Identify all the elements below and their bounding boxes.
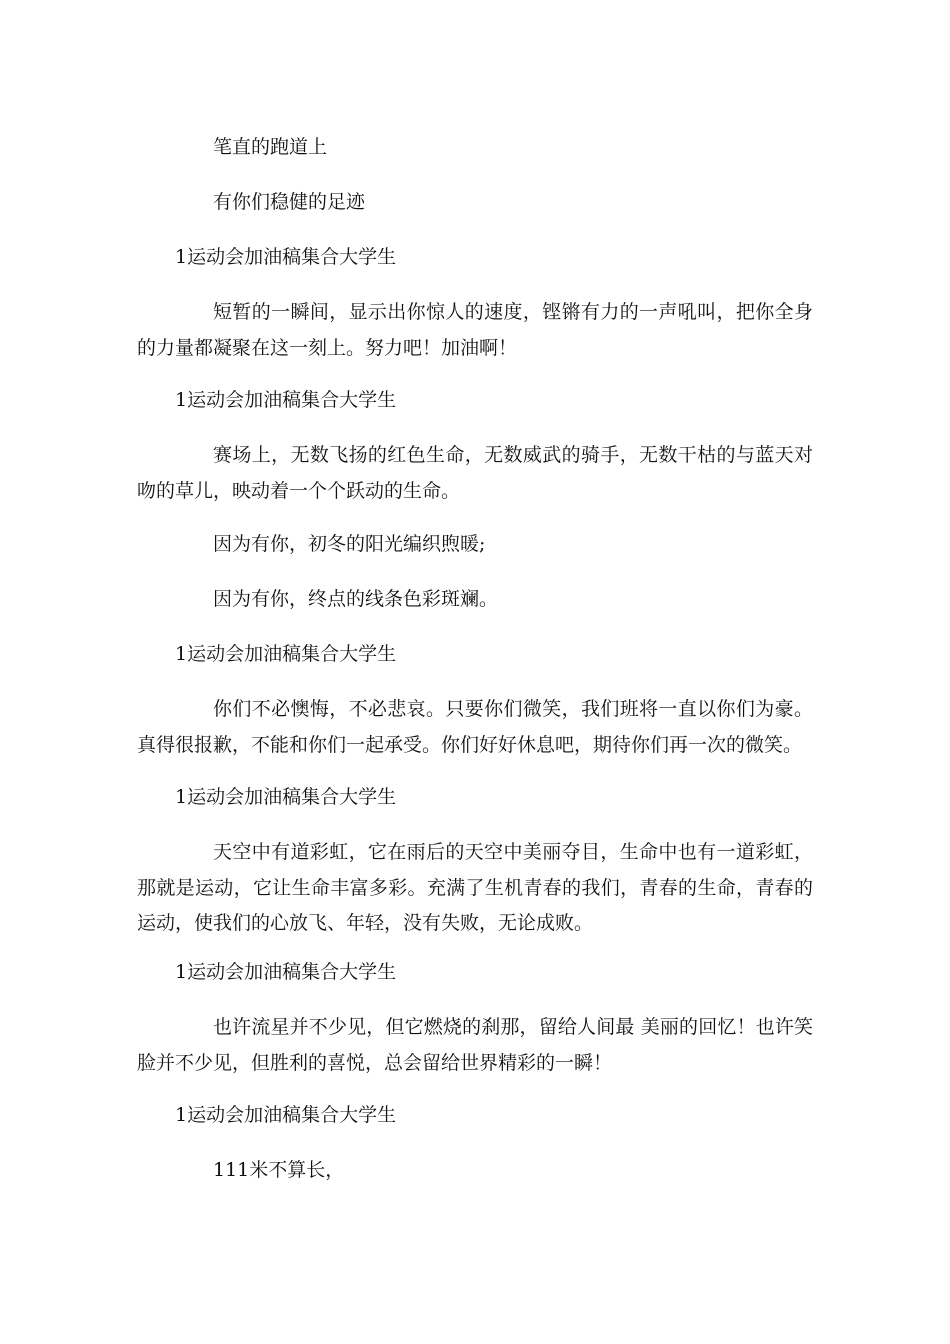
section-heading: 1运动会加油稿集合大学生 xyxy=(175,961,397,983)
text-line: 因为有你，初冬的阳光编织煦暖; xyxy=(213,533,486,555)
text-line: 因为有你，终点的线条色彩斑斓。 xyxy=(213,588,499,610)
section-heading: 1运动会加油稿集合大学生 xyxy=(175,643,397,665)
paragraph: 短暂的一瞬间，显示出你惊人的速度，铿锵有力的一声吼叫，把你全身的力量都凝聚在这一刻上。努力吧！加油啊！ xyxy=(137,301,813,359)
text-line: 笔直的跑道上 xyxy=(213,136,328,158)
section-heading: 1运动会加油稿集合大学生 xyxy=(175,389,397,411)
paragraph: 天空中有道彩虹，它在雨后的天空中美丽夺目，生命中也有一道彩虹，那就是运动，它让生命丰富多彩。充满了生机青春的我们，青春的生命，青春的运动，使我们的心放飞、年轻，没有失败，无论成败。 xyxy=(137,841,813,934)
paragraph: 赛场上，无数飞扬的红色生命，无数威武的骑手，无数干枯的与蓝天对吻的草儿，映动着一个个跃动的生命。 xyxy=(137,444,813,502)
text-line: 111米不算长， xyxy=(213,1159,345,1181)
paragraph: 也许流星并不少见，但它燃烧的刹那，留给人间最 美丽的回忆！也许笑脸并不少见，但胜利的喜悦，总会留给世界精彩的一瞬！ xyxy=(137,1016,813,1074)
section-heading: 1运动会加油稿集合大学生 xyxy=(175,246,397,268)
paragraph: 你们不必懊悔，不必悲哀。只要你们微笑，我们班将一直以你们为豪。真得很报歉，不能和你们一起承受。你们好好休息吧，期待你们再一次的微笑。 xyxy=(137,698,813,756)
text-line: 有你们稳健的足迹 xyxy=(213,191,366,213)
section-heading: 1运动会加油稿集合大学生 xyxy=(175,1104,397,1126)
section-heading: 1运动会加油稿集合大学生 xyxy=(175,786,397,808)
